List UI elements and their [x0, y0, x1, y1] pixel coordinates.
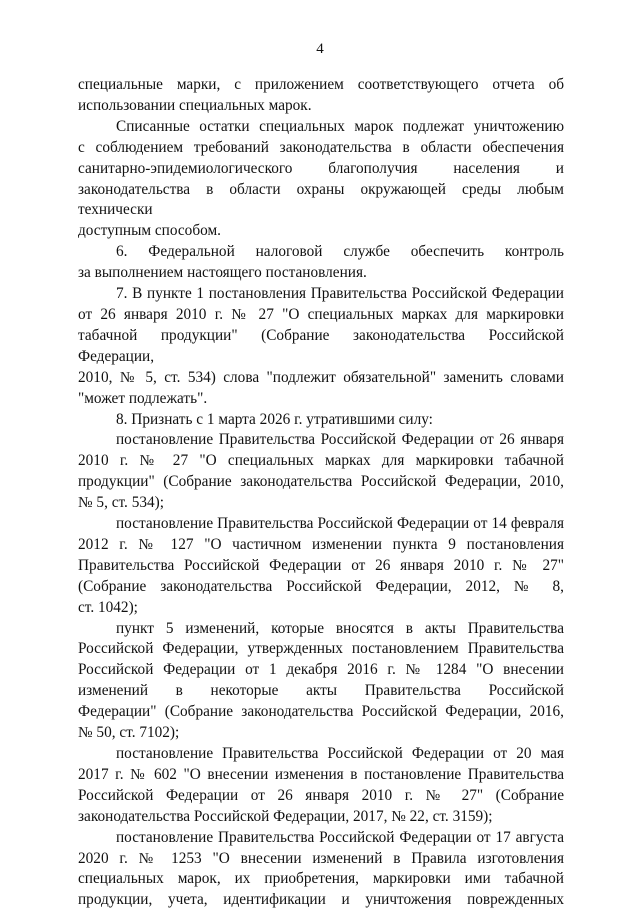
- text-line: Списанные остатки специальных марок подлежат уничтожению: [116, 117, 564, 135]
- text-line: Российской Федерации от 26 января 2010 г. № 27" (Собрание: [78, 786, 564, 804]
- text-line: с соблюдением требований законодательства в области обеспечения: [78, 138, 564, 156]
- text-line: 2020 г. № 1253 "О внесении изменений в Правила изготовления: [78, 849, 564, 867]
- text-line: Российской Федерации, утвержденных постановлением Правительства: [78, 640, 564, 658]
- text-line: табачной продукции" (Собрание законодательства Российской Федерации,: [78, 326, 564, 365]
- text-line: изменений в некоторые акты Правительства Российской: [78, 682, 564, 700]
- text-line: Российской Федерации от 1 декабря 2016 г. № 1284 "О внесении: [78, 661, 564, 679]
- text-line: 2017 г. № 602 "О внесении изменения в постановление Правительства: [78, 765, 564, 783]
- text-line: использовании специальных марок.: [78, 96, 312, 114]
- text-line: 2012 г. № 127 "О частичном изменении пункта 9 постановления: [78, 535, 564, 553]
- text-line: постановление Правительства Российской Федерации от 26 января: [116, 431, 564, 449]
- page-number: 4: [316, 41, 324, 57]
- text-line: постановление Правительства Российской Федерации от 17 августа: [116, 828, 564, 846]
- text-line: законодательства в области охраны окружающей среды любым технически: [78, 180, 564, 219]
- text-line: от 26 января 2010 г. № 27 "О специальных марках для маркировки: [78, 305, 564, 323]
- text-line: продукции" (Собрание законодательства Российской Федерации, 2010,: [78, 473, 564, 491]
- text-line: "может подлежать".: [78, 389, 208, 407]
- text-line: за выполнением настоящего постановления.: [78, 264, 367, 282]
- document-body: [78, 75, 564, 911]
- text-line: постановление Правительства Российской Федерации от 20 мая: [116, 745, 564, 762]
- text-line: доступным способом.: [78, 222, 221, 240]
- text-line: постановление Правительства Российской Федерации от 14 февраля: [116, 515, 564, 533]
- text-line: № 5, ст. 534);: [78, 494, 164, 512]
- text-line: продукции, учета, идентификации и уничтожения поврежденных: [78, 891, 564, 909]
- text-line: специальных марок, их приобретения, маркировки ими табачной: [78, 870, 564, 888]
- text-line: 7. В пункте 1 постановления Правительства Российской Федерации: [116, 285, 564, 303]
- text-line: 2010 г. № 27 "О специальных марках для маркировки табачной: [78, 452, 564, 470]
- text-line: санитарно-эпидемиологического благополучия населения и: [78, 159, 564, 177]
- text-line: 2010, № 5, ст. 534) слова "подлежит обязательной" заменить словами: [78, 368, 564, 386]
- text-line: № 50, ст. 7102);: [78, 724, 180, 742]
- text-line: 6. Федеральной налоговой службе обеспечить контроль: [116, 243, 564, 261]
- text-line: Правительства Российской Федерации от 26 января 2010 г. № 27": [78, 556, 564, 574]
- text-line: Федерации" (Собрание законодательства Российской Федерации, 2016,: [78, 703, 564, 721]
- text-line: законодательства Российской Федерации, 2017, № 22, ст. 3159);: [78, 807, 493, 825]
- text-line: ст. 1042);: [78, 598, 138, 616]
- text-line: (Собрание законодательства Российской Федерации, 2012, № 8,: [78, 577, 564, 595]
- text-line: пункт 5 изменений, которые вносятся в акты Правительства: [116, 619, 564, 637]
- text-line: специальные марки, с приложением соответствующего отчета об: [78, 76, 564, 93]
- text-line: 8. Признать с 1 марта 2026 г. утратившими силу:: [116, 410, 433, 428]
